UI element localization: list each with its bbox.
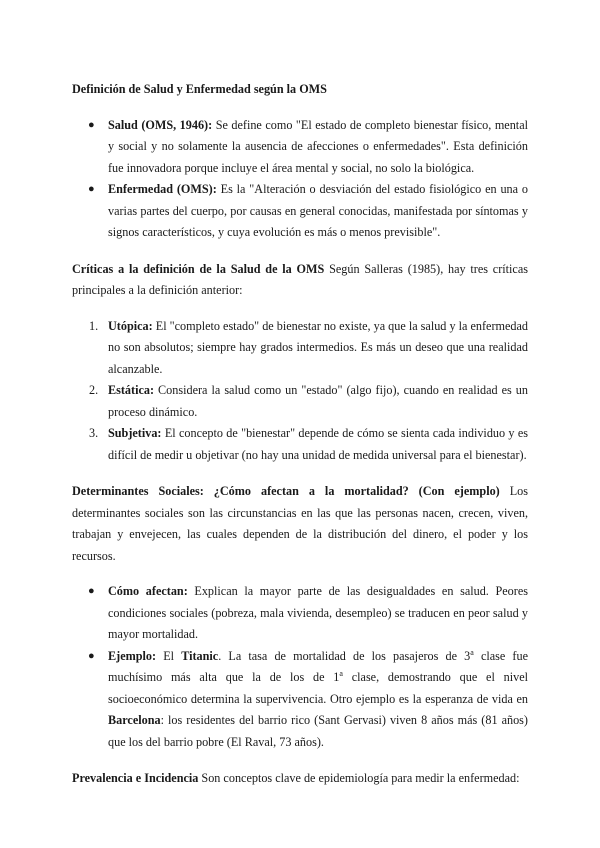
list-item: 3. Subjetiva: El concepto de "bienestar" depende de cómo se sienta cada individuo y es difícil de medir u objetivar (no hay una unidad de medida universal para el bienestar). (89, 426, 528, 462)
bullet-icon: ● (88, 585, 95, 597)
bullet-icon: ● (88, 649, 95, 662)
determinantes-list (72, 581, 528, 753)
list-item: ● Ejemplo: El Titanic. La tasa de mortalidad de los pasajeros de 3$^a$ clase fue muchísimo más alta que la de los de 1$^a$ clase, demostrando que el nivel socioeconómico determina la supervivencia. Otro ejemplo es la esperanza de vida en Barcelona: los residentes del barrio rico (Sant Gervasi) viven 8 años más (81 años) que los del barrio pobre (El Raval, 73 años). (88, 647, 528, 749)
list-item: 1. Utópica: El "completo estado" de bienestar no existe, ya que la salud y la enfermedad no son absolutos; siempre hay grados intermedios. Es más un deseo que una realidad alcanzable. (89, 318, 528, 376)
criticas-list (72, 316, 528, 467)
list-item: 2. Estática: Considera la salud como un "estado" (algo fijo), cuando en realidad es un proceso dinámico. (89, 383, 528, 419)
section-title-determinantes: Determinantes Sociales: ¿Cómo afectan a la mortalidad? (Con ejemplo) (72, 484, 500, 498)
list-item: ● Salud (OMS, 1946): Se define como "El estado de completo bienestar físico, mental y social y no solamente la ausencia de afecciones o enfermedades". Esta definición fue innovadora porque incluye el área mental y social, no solo la biológica. (72, 115, 528, 180)
list-item: ● Enfermedad (OMS): Es la "Alteración o desviación del estado fisiológico en una o varias partes del cuerpo, por causas en general conocidas, manifestada por síntomas y signos característicos, y cuya evolución es más o menos previsible". (72, 179, 528, 244)
prevalencia-paragraph: Prevalencia e Incidencia Son conceptos clave de epidemiología para medir la enfermedad: (72, 771, 520, 785)
section-title-oms: Definición de Salud y Enfermedad según la OMS (72, 82, 327, 96)
bullet-icon: ● (88, 183, 95, 195)
criticas-paragraph: Críticas a la definición de la Salud de la OMS Según Salleras (1985), hay tres críticas principales a la definición anterior: (72, 261, 528, 297)
list-item: ● Cómo afectan: Explican la mayor parte de las desigualdades en salud. Peores condiciones sociales (pobreza, mala vivienda, desempleo) se traducen en peor salud y mayor mortalidad. (72, 581, 528, 646)
bullet-icon: ● (88, 118, 95, 131)
section-title-criticas: Críticas a la definición de la Salud de la OMS (72, 261, 325, 276)
determinantes-paragraph: Determinantes Sociales: ¿Cómo afectan a la mortalidad? (Con ejemplo) Los determinantes sociales son las circunstancias en las que las personas nacen, crecen, viven, trabajan y envejecen, las cuales dependen de la distribución del dinero, el poder y los recursos. (72, 484, 529, 563)
oms-definitions-list (72, 115, 528, 244)
section-title-prevalencia: Prevalencia e Incidencia (72, 771, 199, 785)
document-page (72, 79, 528, 790)
